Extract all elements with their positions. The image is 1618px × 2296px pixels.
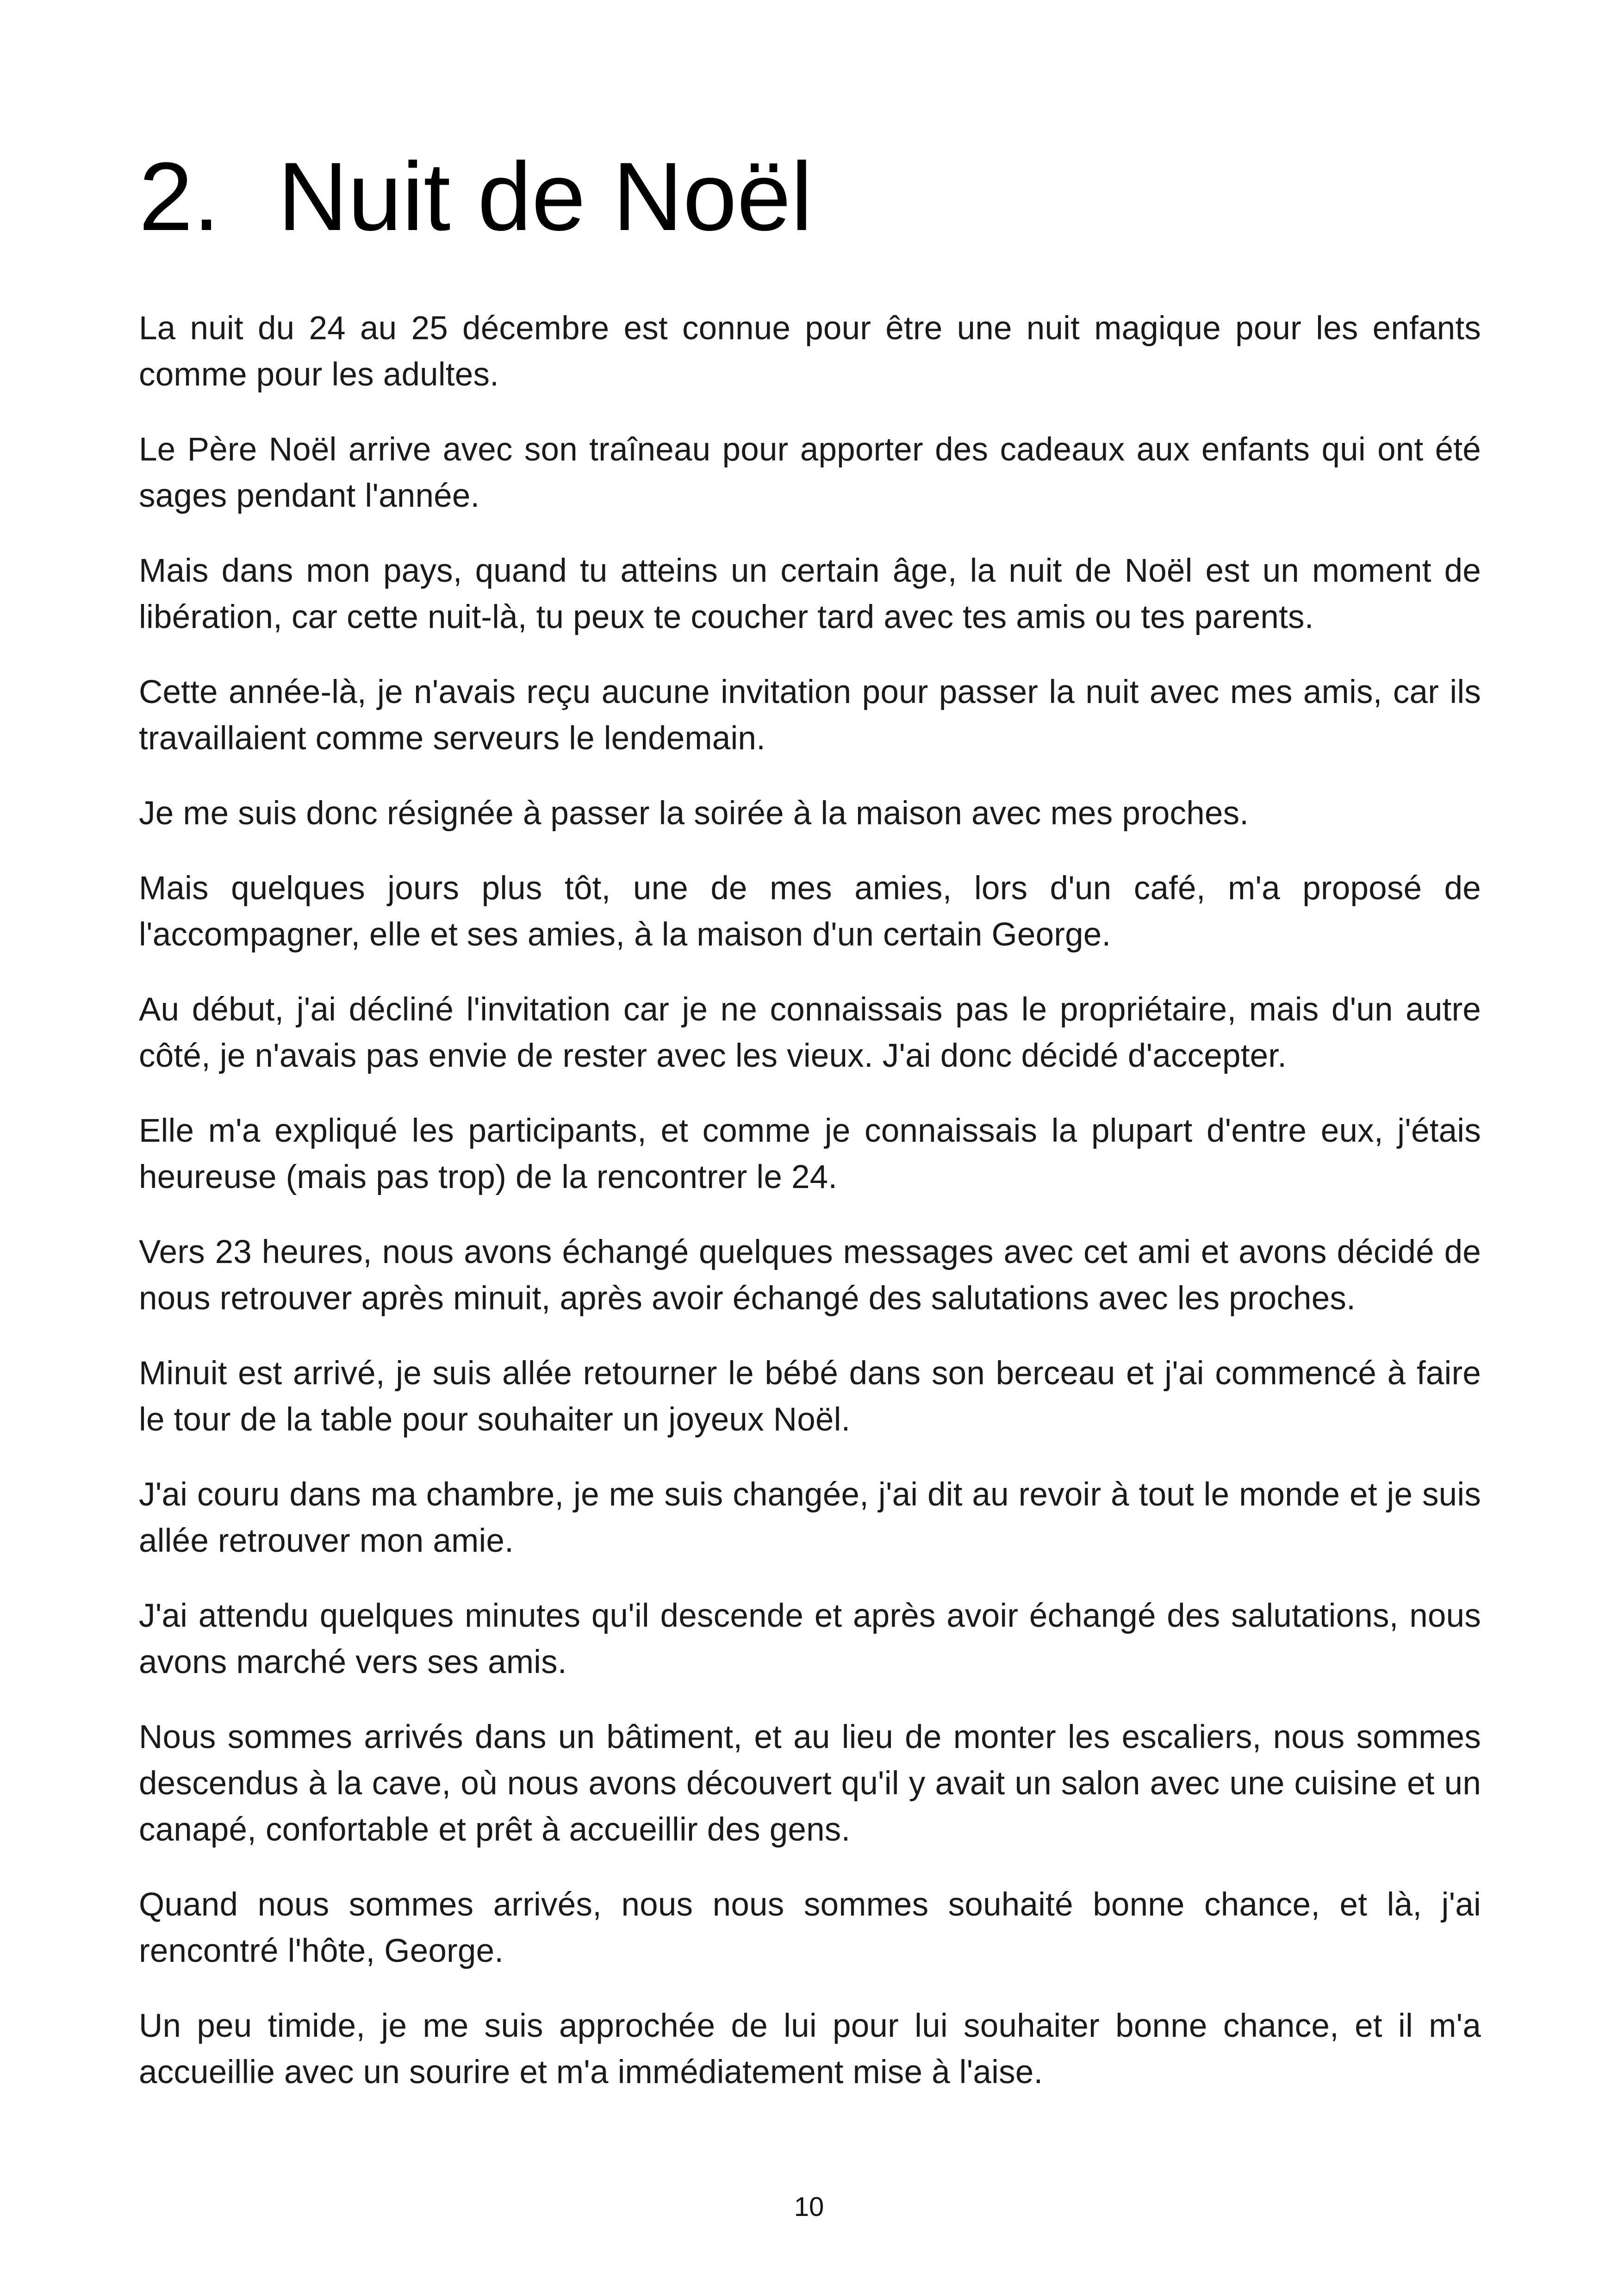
chapter-heading xyxy=(139,142,813,251)
paragraph: J'ai couru dans ma chambre, je me suis changée, j'ai dit au revoir à tout le monde et je suis allée retrouver mon amie. xyxy=(139,1476,1481,1559)
paragraph: Le Père Noël arrive avec son traîneau pour apporter des cadeaux aux enfants qui ont été sages pendant l'année. xyxy=(139,431,1481,514)
page-number: 10 xyxy=(794,2192,824,2222)
paragraph: Quand nous sommes arrivés, nous nous sommes souhaité bonne chance, et là, j'ai rencontré l'hôte, George. xyxy=(139,1886,1481,1969)
chapter-body xyxy=(139,305,1481,2124)
chapter-number: 2. xyxy=(139,142,220,251)
paragraph: Elle m'a expliqué les participants, et comme je connaissais la plupart d'entre eux, j'étais heureuse (mais pas trop) de la rencontrer le 24. xyxy=(139,1113,1481,1195)
paragraph: Nous sommes arrivés dans un bâtiment, et au lieu de monter les escaliers, nous sommes descendus à la cave, où nous avons découvert qu'il y avait un salon avec une cuisine et un canapé, confortable et prêt à accueillir des gens. xyxy=(139,1719,1481,1848)
paragraph: Minuit est arrivé, je suis allée retourner le bébé dans son berceau et j'ai commencé à faire le tour de la table pour souhaiter un joyeux Noël. xyxy=(139,1355,1481,1438)
paragraph: J'ai attendu quelques minutes qu'il descende et après avoir échangé des salutations, nous avons marché vers ses amis. xyxy=(139,1598,1481,1680)
chapter-title: Nuit de Noël xyxy=(278,142,813,251)
paragraph: La nuit du 24 au 25 décembre est connue pour être une nuit magique pour les enfants comme pour les adultes. xyxy=(139,310,1481,393)
paragraph: Un peu timide, je me suis approchée de lui pour lui souhaiter bonne chance, et il m'a accueillie avec un sourire et m'a immédiatement mise à l'aise. xyxy=(139,2008,1481,2091)
paragraph: Je me suis donc résignée à passer la soirée à la maison avec mes proches. xyxy=(139,795,1249,832)
paragraph: Cette année-là, je n'avais reçu aucune invitation pour passer la nuit avec mes amis, car ils travaillaient comme serveurs le lendemain. xyxy=(139,674,1481,757)
paragraph: Mais dans mon pays, quand tu atteins un certain âge, la nuit de Noël est un moment de libération, car cette nuit-là, tu peux te coucher tard avec tes amis ou tes parents. xyxy=(139,553,1481,635)
paragraph: Au début, j'ai décliné l'invitation car je ne connaissais pas le propriétaire, mais d'un autre côté, je n'avais pas envie de rester avec les vieux. J'ai donc décidé d'accepter. xyxy=(139,991,1481,1074)
paragraph: Vers 23 heures, nous avons échangé quelques messages avec cet ami et avons décidé de nous retrouver après minuit, après avoir échangé des salutations avec les proches. xyxy=(139,1234,1481,1317)
paragraph: Mais quelques jours plus tôt, une de mes amies, lors d'un café, m'a proposé de l'accompagner, elle et ses amies, à la maison d'un certain George. xyxy=(139,870,1481,953)
